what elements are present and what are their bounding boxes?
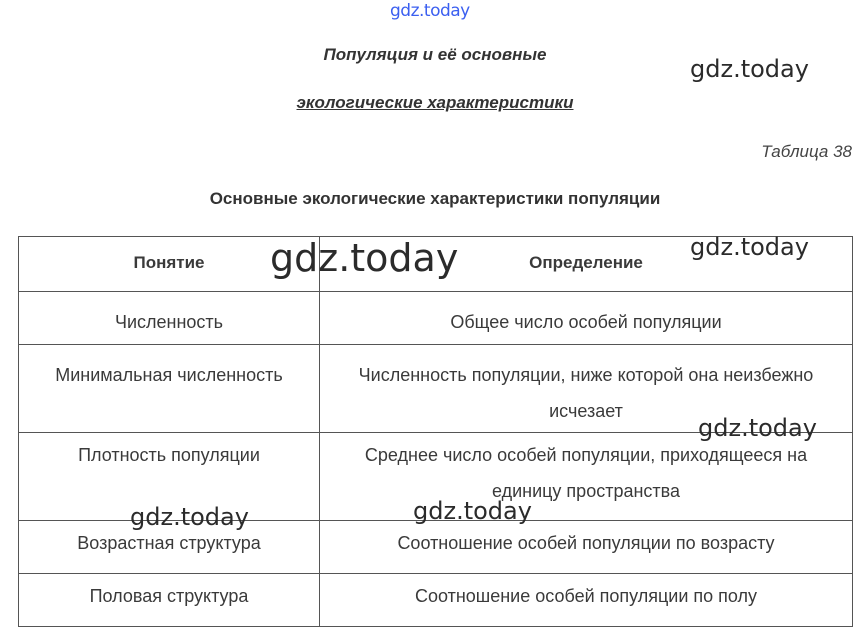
column-header-definition: Определение (320, 237, 853, 292)
term-cell: Численность (19, 292, 320, 345)
term-cell: Плотность популяции (19, 433, 320, 521)
term-cell: Половая структура (19, 574, 320, 627)
definition-cell: Среднее число особей популяции, приходящееся на единицу пространства (320, 433, 853, 521)
watermark: gdz.today (690, 55, 809, 83)
watermark: gdz.today (690, 233, 809, 261)
definition-cell: Соотношение особей популяции по полу (320, 574, 853, 627)
watermark: gdz.today (130, 503, 249, 531)
page-title-line1: Популяция и её основные (323, 45, 547, 64)
table-caption: Основные экологические характеристики популяции (209, 189, 661, 208)
watermark: gdz.today (698, 414, 817, 442)
column-header-term: Понятие (19, 237, 320, 292)
definition-cell: Соотношение особей популяции по возрасту (320, 521, 853, 574)
table-row (19, 574, 853, 627)
definition-cell: Общее число особей популяции (320, 292, 853, 345)
table-number: Таблица 38 (761, 142, 852, 161)
definition-cell: Численность популяции, ниже которой она неизбежно исчезает (320, 345, 853, 433)
watermark-top: gdz.today (390, 1, 470, 21)
term-cell: Минимальная численность (19, 345, 320, 433)
watermark: gdz.today (413, 497, 532, 525)
page-title-line2: экологические характеристики (296, 93, 574, 112)
table-row (19, 292, 853, 345)
term-cell: Возрастная структура (19, 521, 320, 574)
watermark: gdz.today (270, 236, 459, 280)
